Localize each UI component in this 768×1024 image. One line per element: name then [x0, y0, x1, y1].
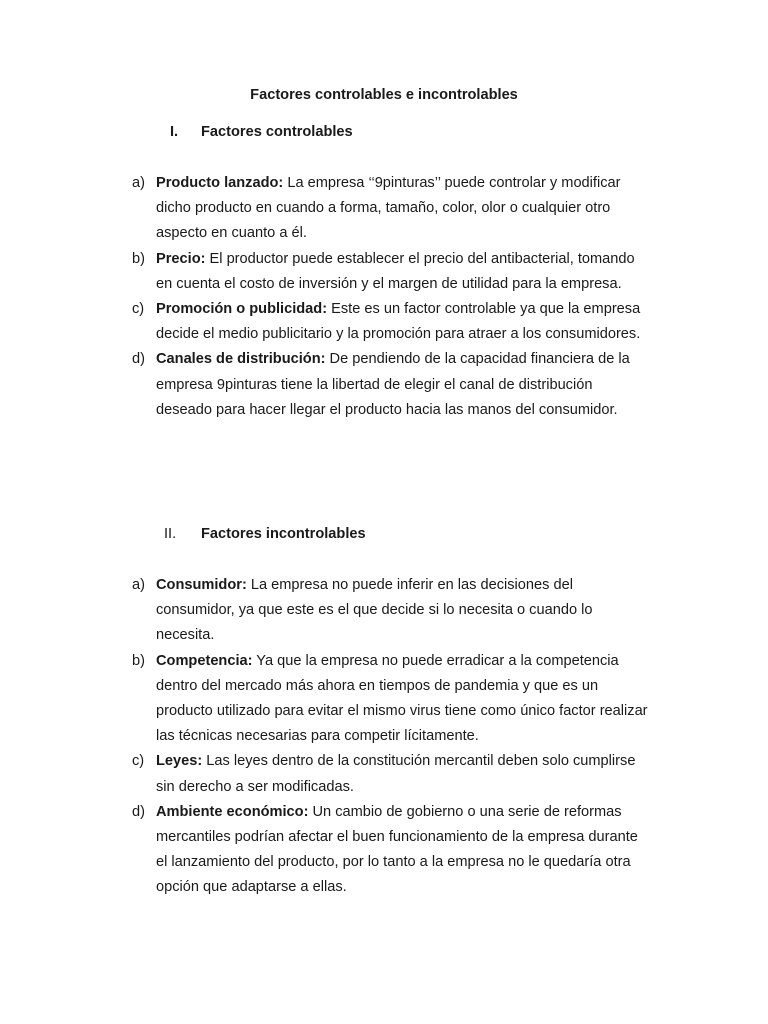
list-item	[132, 297, 652, 347]
item-term: Producto lanzado:	[156, 175, 284, 191]
item-term: Promoción o publicidad:	[156, 301, 328, 318]
item-term: Ambiente económico:	[156, 803, 309, 820]
list-item	[132, 573, 652, 649]
item-text: Este es un factor controlable ya que la empresa decide el medio publicitario y la promoción para atraer a los consumidores.	[156, 301, 641, 343]
section-number: II.	[164, 526, 177, 542]
document-title: Factores controlables e incontrolables	[250, 87, 518, 103]
section-number: I.	[170, 124, 179, 140]
item-marker: b)	[132, 250, 145, 267]
item-marker: d)	[132, 351, 145, 368]
uncontrollable-factors-list	[132, 573, 652, 901]
section-heading-text: Factores controlables	[201, 124, 353, 140]
list-item	[132, 649, 652, 750]
list-item	[132, 347, 652, 423]
list-item	[132, 247, 652, 297]
item-marker: c)	[132, 301, 145, 318]
item-term: Precio:	[156, 250, 206, 267]
controllable-factors-list	[132, 171, 652, 423]
item-term: Canales de distribución:	[156, 351, 326, 368]
item-text: Un cambio de gobierno o una serie de reformas mercantiles podrían afectar el buen funcionamiento de la empresa durante el lanzamiento del producto, por lo tanto a la empresa no le quedaría otra opción que adaptarse a ellas.	[156, 803, 638, 896]
section-heading-controlables	[170, 122, 353, 142]
item-text: Las leyes dentro de la constitución mercantil deben solo cumplirse sin derecho a ser modificadas.	[156, 753, 636, 795]
item-marker: b)	[132, 652, 145, 669]
item-text: Ya que la empresa no puede erradicar a la competencia dentro del mercado más ahora en tiempos de pandemia y que es un producto utilizado para evitar el mismo virus tiene como único factor realizar las técnicas necesarias para competir lícitamente.	[156, 652, 648, 745]
section-heading-text: Factores incontrolables	[201, 526, 366, 542]
item-term: Competencia:	[156, 652, 253, 669]
item-marker: a)	[132, 175, 145, 191]
item-marker: c)	[132, 753, 145, 770]
item-text: La empresa no puede inferir en las decisiones del consumidor, ya que este es el que decide si lo necesita o cuando lo necesita.	[156, 577, 593, 644]
list-item	[132, 749, 652, 799]
item-term: Consumidor:	[156, 577, 247, 593]
item-marker: d)	[132, 803, 145, 820]
item-marker: a)	[132, 577, 145, 593]
list-item	[132, 800, 652, 901]
item-term: Leyes:	[156, 753, 203, 770]
list-item	[132, 171, 652, 247]
section-heading-incontrolables	[164, 524, 366, 544]
item-text: De pendiendo de la capacidad financiera de la empresa 9pinturas tiene la libertad de elegir el canal de distribución deseado para hacer llegar el producto hacia las manos del consumidor.	[156, 351, 630, 418]
item-text: La empresa ‘‘9pinturas’’ puede controlar y modificar dicho producto en cuando a forma, tamaño, color, olor o cualquier otro aspecto en cuanto a él.	[156, 175, 621, 242]
item-text: El productor puede establecer el precio del antibacterial, tomando en cuenta el costo de inversión y el margen de utilidad para la empresa.	[156, 250, 635, 292]
